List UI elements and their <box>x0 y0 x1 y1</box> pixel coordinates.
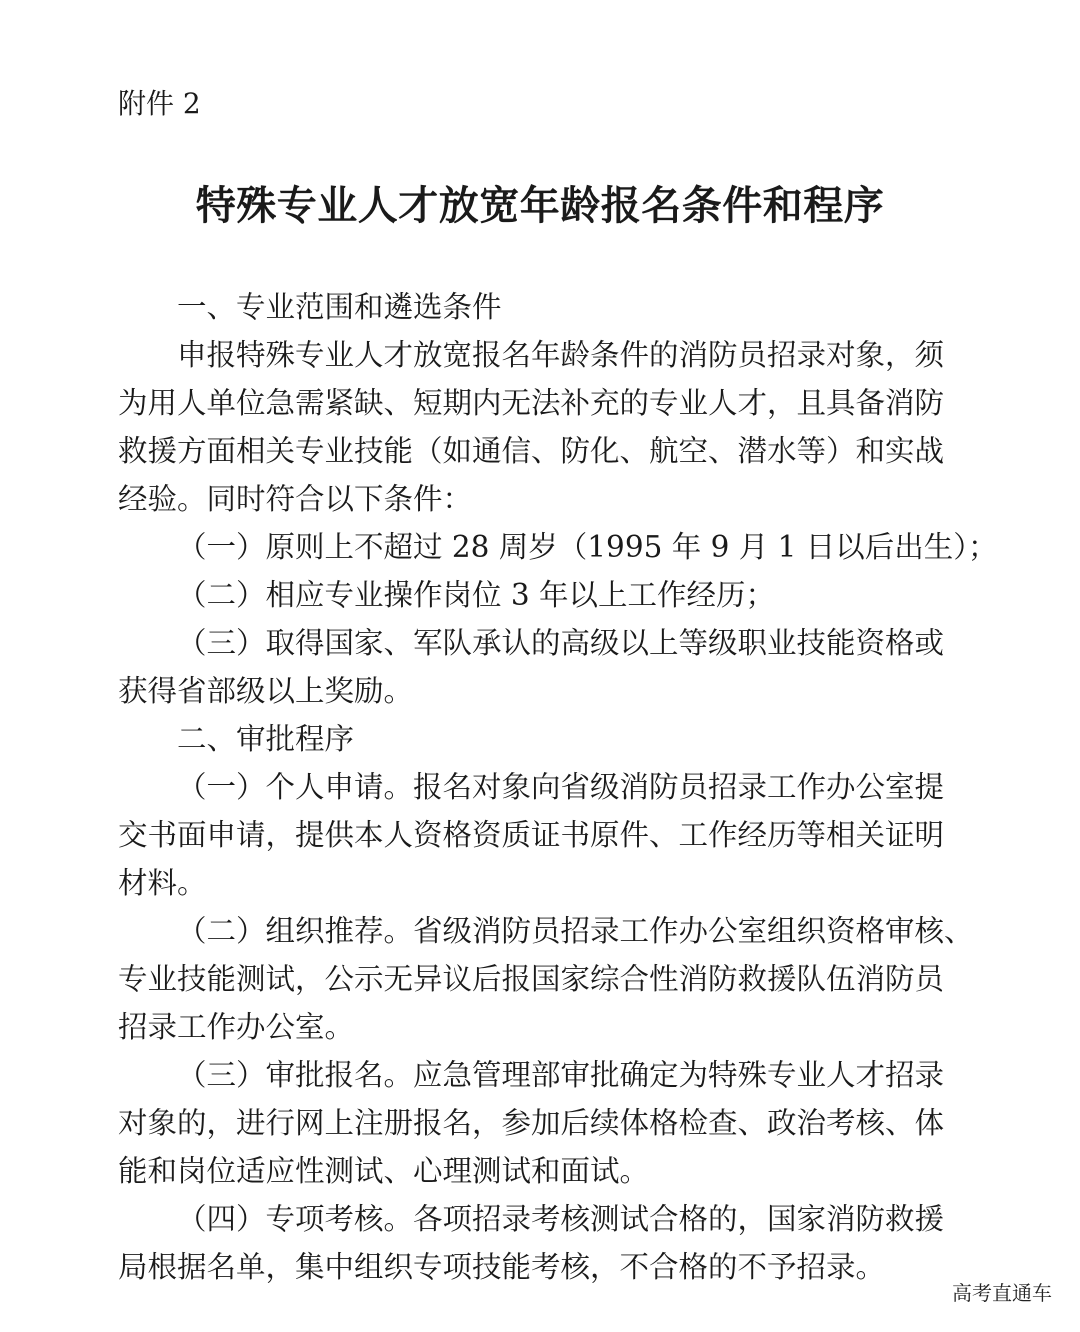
paragraph-line: 专业技能测试，公示无异议后报国家综合性消防救援队伍消防员 <box>118 962 945 996</box>
paragraph-line: 招录工作办公室。 <box>118 1010 355 1044</box>
watermark: 高考直通车 <box>952 1281 1052 1305</box>
paragraph-line: 局根据名单，集中组织专项技能考核，不合格的不予招录。 <box>118 1250 886 1284</box>
paragraph-line: 交书面申请，提供本人资格资质证书原件、工作经历等相关证明 <box>118 818 945 852</box>
paragraph-line: （一）原则上不超过 28 周岁（1995 年 9 月 1 日以后出生）； <box>177 530 998 564</box>
paragraph <box>118 907 974 1051</box>
paragraph <box>118 715 944 763</box>
paragraph-line: 材料。 <box>118 866 207 900</box>
paragraph <box>118 619 944 715</box>
paragraph-line: （一）个人申请。报名对象向省级消防员招录工作办公室提 <box>177 770 945 804</box>
attachment-label: 附件 2 <box>118 87 201 120</box>
paragraph <box>118 763 944 907</box>
paragraph <box>118 523 998 571</box>
paragraph-line: 申报特殊专业人才放宽报名年龄条件的消防员招录对象，须 <box>177 338 945 372</box>
paragraph-line: （三）审批报名。应急管理部审批确定为特殊专业人才招录 <box>177 1058 945 1092</box>
paragraph <box>118 1195 944 1291</box>
paragraph-line: 对象的，进行网上注册报名，参加后续体格检查、政治考核、体 <box>118 1106 945 1140</box>
paragraph-line: 为用人单位急需紧缺、短期内无法补充的专业人才，且具备消防 <box>118 386 945 420</box>
paragraph <box>118 331 944 523</box>
paragraph <box>118 1051 944 1195</box>
paragraph-line: （二）组织推荐。省级消防员招录工作办公室组织资格审核、 <box>177 914 974 948</box>
paragraph-line: 救援方面相关专业技能（如通信、防化、航空、潜水等）和实战 <box>118 434 945 468</box>
document-title: 特殊专业人才放宽年龄报名条件和程序 <box>195 182 885 229</box>
paragraph-line: 经验。同时符合以下条件： <box>118 482 473 516</box>
paragraph-line: 二、审批程序 <box>177 722 355 756</box>
paragraph-line: （二）相应专业操作岗位 3 年以上工作经历； <box>177 578 776 612</box>
paragraph-line: 能和岗位适应性测试、心理测试和面试。 <box>118 1154 650 1188</box>
paragraph <box>118 571 944 619</box>
document-body <box>118 283 998 1291</box>
paragraph-line: 一、专业范围和遴选条件 <box>177 290 502 324</box>
paragraph-line: （四）专项考核。各项招录考核测试合格的，国家消防救援 <box>177 1202 945 1236</box>
paragraph-line: （三）取得国家、军队承认的高级以上等级职业技能资格或 <box>177 626 945 660</box>
paragraph <box>118 283 944 331</box>
paragraph-line: 获得省部级以上奖励。 <box>118 674 414 708</box>
